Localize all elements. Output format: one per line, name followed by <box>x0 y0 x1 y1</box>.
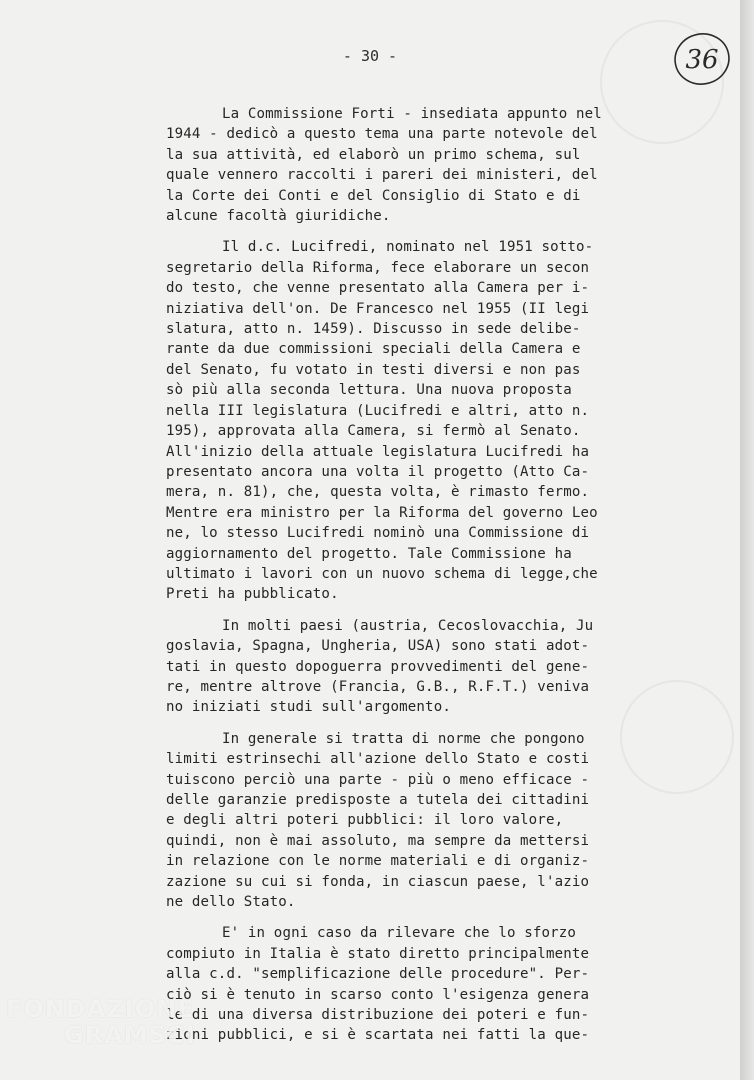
text-line: Preti ha pubblicato. <box>166 586 339 603</box>
paragraph <box>166 104 646 226</box>
text-line: slatura, atto n. 1459). Discusso in sede delibe- <box>166 321 581 338</box>
text-line: goslavia, Spagna, Ungheria, USA) sono stati adot- <box>166 638 590 655</box>
text-line: alla c.d. "semplificazione delle procedure". Per- <box>166 966 590 983</box>
text-line: zioni pubblici, e si è scartata nei fatti la que- <box>166 1027 590 1044</box>
text-line: e degli altri poteri pubblici: il loro valore, <box>166 812 564 829</box>
text-line: ciò si è tenuto in scarso conto l'esigenza genera <box>166 986 590 1003</box>
text-line: del Senato, fu votato in testi diversi e non pas <box>166 361 581 378</box>
text-line: Il d.c. Lucifredi, nominato nel 1951 sotto- <box>222 239 594 256</box>
text-line: nella III legislatura (Lucifredi e altri, atto n. <box>166 402 590 419</box>
text-line: la Corte dei Conti e del Consiglio di Stato e di <box>166 187 581 204</box>
handwritten-number-text: 36 <box>685 45 719 75</box>
text-line: Mentre era ministro per la Riforma del governo Leo <box>166 504 598 521</box>
text-line: 1944 - dedicò a questo tema una parte notevole del <box>166 126 598 143</box>
text-line: re, mentre altrove (Francia, G.B., R.F.T.) veniva <box>166 678 590 695</box>
text-line: aggiornamento del progetto. Tale Commissione ha <box>166 545 572 562</box>
text-line: in relazione con le norme materiali e di organiz- <box>166 853 590 870</box>
text-line: E' in ogni caso da rilevare che lo sforzo <box>222 925 577 942</box>
text-line: All'inizio della attuale legislatura Lucifredi ha <box>166 443 590 460</box>
paragraph <box>166 729 646 913</box>
text-line: tati in questo dopoguerra provvedimenti del gene- <box>166 658 590 675</box>
watermark-logo <box>6 996 195 1048</box>
text-line: In generale si tratta di norme che pongono <box>222 730 585 747</box>
text-line: presentato ancora una volta il progetto (Atto Ca- <box>166 463 590 480</box>
text-line: segretario della Riforma, fece elaborare un secon <box>166 259 590 276</box>
text-line: mera, n. 81), che, questa volta, è rimasto fermo. <box>166 484 590 501</box>
text-line: sò più alla seconda lettura. Una nuova proposta <box>166 382 572 399</box>
handwritten-page-number <box>672 30 732 88</box>
handwritten-circle <box>672 30 732 88</box>
watermark-line-1: FONDAZIONE <box>6 995 195 1023</box>
watermark-line-2: GRAMSCI <box>64 1021 196 1049</box>
text-line: quale vennero raccolti i pareri dei ministeri, del <box>166 167 598 184</box>
text-line: no iniziati studi sull'argomento. <box>166 699 451 716</box>
text-line: In molti paesi (austria, Cecoslovacchia, Ju <box>222 617 594 634</box>
text-line: ne, lo stesso Lucifredi nominò una Commissione di <box>166 525 590 542</box>
text-line: tuiscono perciò una parte - più o meno efficace - <box>166 771 590 788</box>
text-line: compiuto in Italia è stato diretto principalmente <box>166 945 590 962</box>
page-number: - 30 - <box>342 47 398 65</box>
text-line: delle garanzie predisposte a tutela dei cittadini <box>166 792 590 808</box>
text-line: le di una diversa distribuzione dei poteri e fun- <box>166 1007 590 1024</box>
text-line: alcune facoltà giuridiche. <box>166 208 391 225</box>
text-line: ne dello Stato. <box>166 894 296 911</box>
paragraph <box>166 616 646 718</box>
text-line: La Commissione Forti - insediata appunto nel <box>222 106 602 122</box>
text-line: limiti estrinsechi all'azione dello Stato e costi <box>166 751 590 768</box>
page-edge <box>740 0 754 1080</box>
text-line: zazione su cui si fonda, in ciascun paese, l'azio <box>166 873 590 890</box>
paragraph <box>166 237 646 604</box>
body-text <box>166 104 646 1057</box>
text-line: do testo, che venne presentato alla Camera per i- <box>166 280 590 297</box>
text-line: rante da due commissioni speciali della Camera e <box>166 341 581 358</box>
text-line: ultimato i lavori con un nuovo schema di legge,che <box>166 565 598 582</box>
text-line: 195), approvata alla Camera, si fermò al Senato. <box>166 423 581 440</box>
text-line: quindi, non è mai assoluto, ma sempre da mettersi <box>166 832 590 849</box>
paragraph <box>166 923 646 1045</box>
text-line: niziativa dell'on. De Francesco nel 1955 (II legi <box>166 300 590 317</box>
text-line: la sua attività, ed elaborò un primo schema, sul <box>166 146 581 163</box>
